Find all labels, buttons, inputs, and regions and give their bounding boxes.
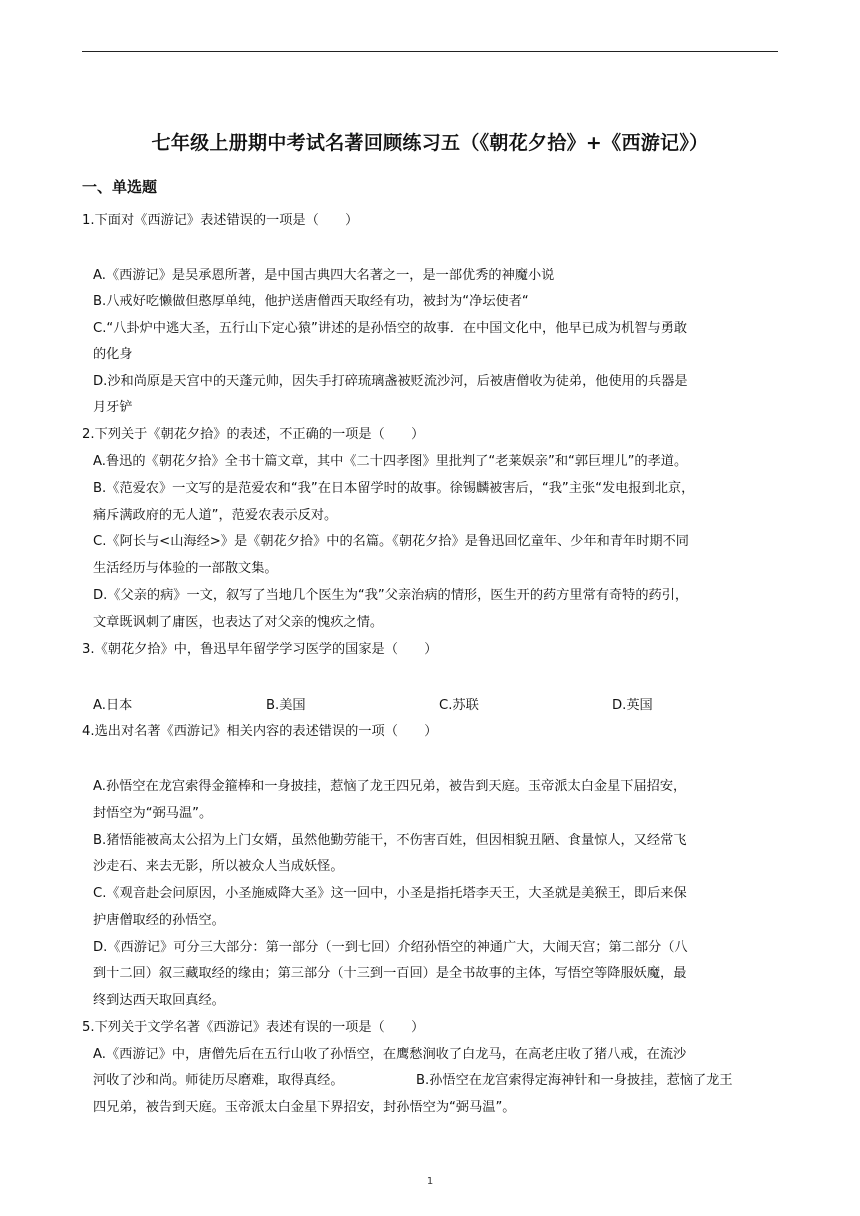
section-heading: 一、单选题 — [82, 178, 158, 196]
question-4-option-b-cont: 沙走石、来去无影，所以被众人当成妖怪。 — [93, 859, 344, 874]
question-5-option-a: A.《西游记》中，唐僧先后在五行山收了孙悟空，在鹰愁涧收了白龙马，在高老庄收了猪八戒，在流沙 — [93, 1047, 687, 1062]
question-1-option-b: B.八戒好吃懒做但憨厚单纯，他护送唐僧西天取经有功，被封为“净坛使者“ — [93, 294, 529, 309]
document-title: 七年级上册期中考试名著回顾练习五（《朝花夕拾》+《西游记》） — [151, 132, 709, 154]
question-2-option-a: A.鲁迅的《朝花夕拾》全书十篇文章，其中《二十四孝图》里批判了“老莱娱亲”和“郭巨埋儿”的孝道。 — [93, 454, 688, 469]
question-1-option-c-cont: 的化身 — [93, 347, 133, 362]
question-4-stem: 4.选出对名著《西游记》相关内容的表述错误的一项（ ） — [82, 724, 438, 739]
question-4-option-c-cont: 护唐僧取经的孙悟空。 — [93, 913, 225, 928]
question-2-option-d-cont: 文章既讽刺了庸医，也表达了对父亲的愧疚之情。 — [93, 615, 384, 630]
question-1-option-a: A.《西游记》是吴承恩所著，是中国古典四大名著之一，是一部优秀的神魔小说 — [93, 268, 555, 283]
question-3-stem: 3.《朝花夕拾》中，鲁迅早年留学学习医学的国家是（ ） — [82, 642, 438, 657]
question-1-option-d-cont: 月牙铲 — [93, 400, 133, 415]
question-1-option-c: C.“八卦炉中逃大圣，五行山下定心猿”讲述的是孙悟空的故事．在中国文化中，他早已成为机智与勇敢 — [93, 321, 688, 336]
question-4-option-d-cont2: 终到达西天取回真经。 — [93, 993, 225, 1008]
question-4-option-d: D.《西游记》可分三大部分：第一部分（一到七回）介绍孙悟空的神通广大，大闹天宫；第二部分（八 — [93, 940, 688, 955]
question-2-option-b-cont: 痛斥满政府的无人道”，范爱农表示反对。 — [93, 508, 338, 523]
question-2-option-c-cont: 生活经历与体验的一部散文集。 — [93, 561, 278, 576]
question-4-option-d-cont: 到十二回）叙三藏取经的缘由；第三部分（十三到一百回）是全书故事的主体，写悟空等降服妖魔，最 — [93, 966, 687, 981]
question-3-option-d: D.英国 — [612, 698, 653, 713]
question-4-option-b: B.猪悟能被高太公招为上门女婿，虽然他勤劳能干，不伤害百姓，但因相貌丑陋、食量惊人，又经常飞 — [93, 833, 687, 848]
question-1-option-d: D.沙和尚原是天宫中的天蓬元帅，因失手打碎琉璃盏被贬流沙河，后被唐僧收为徒弟，他使用的兵器是 — [93, 374, 688, 389]
question-3-option-a: A.日本 — [93, 698, 133, 713]
question-3-option-c: C.苏联 — [439, 698, 479, 713]
question-2-option-d: D.《父亲的病》一文，叙写了当地几个医生为“我”父亲治病的情形，医生开的药方里常有奇特的药引， — [93, 588, 689, 603]
question-5-stem: 5.下列关于文学名著《西游记》表述有误的一项是（ ） — [82, 1020, 425, 1035]
page-number: 1 — [426, 1176, 434, 1187]
question-5-option-b-cont: 四兄弟，被告到天庭。玉帝派太白金星下界招安，封孙悟空为“弼马温”。 — [93, 1100, 516, 1115]
question-3-option-b: B.美国 — [266, 698, 306, 713]
question-4-option-a-cont: 封悟空为“弼马温”。 — [93, 806, 213, 821]
question-2-option-c: C.《阿长与<山海经>》是《朝花夕拾》中的名篇。《朝花夕拾》是鲁迅回忆童年、少年和青年时期不同 — [93, 534, 689, 549]
question-2-stem: 2.下列关于《朝花夕拾》的表述，不正确的一项是（ ） — [82, 427, 425, 442]
question-5-option-a-cont: 河收了沙和尚。师徒历尽磨难，取得真经。 — [93, 1073, 344, 1088]
question-2-option-b: B.《范爱农》一文写的是范爱农和“我”在日本留学时的故事。徐锡麟被害后，“我”主张“发电报到北京， — [93, 481, 695, 496]
question-4-option-a: A.孙悟空在龙宫索得金箍棒和一身披挂，惹恼了龙王四兄弟，被告到天庭。玉帝派太白金星下届招安， — [93, 779, 687, 794]
question-5-option-b: B.孙悟空在龙宫索得定海神针和一身披挂，惹恼了龙王 — [416, 1073, 733, 1088]
header-rule — [82, 51, 778, 52]
question-4-option-c: C.《观音赴会问原因，小圣施威降大圣》这一回中，小圣是指托塔李天王，大圣就是美猴王，即后来保 — [93, 886, 687, 901]
question-1-stem: 1.下面对《西游记》表述错误的一项是（ ） — [82, 213, 359, 228]
